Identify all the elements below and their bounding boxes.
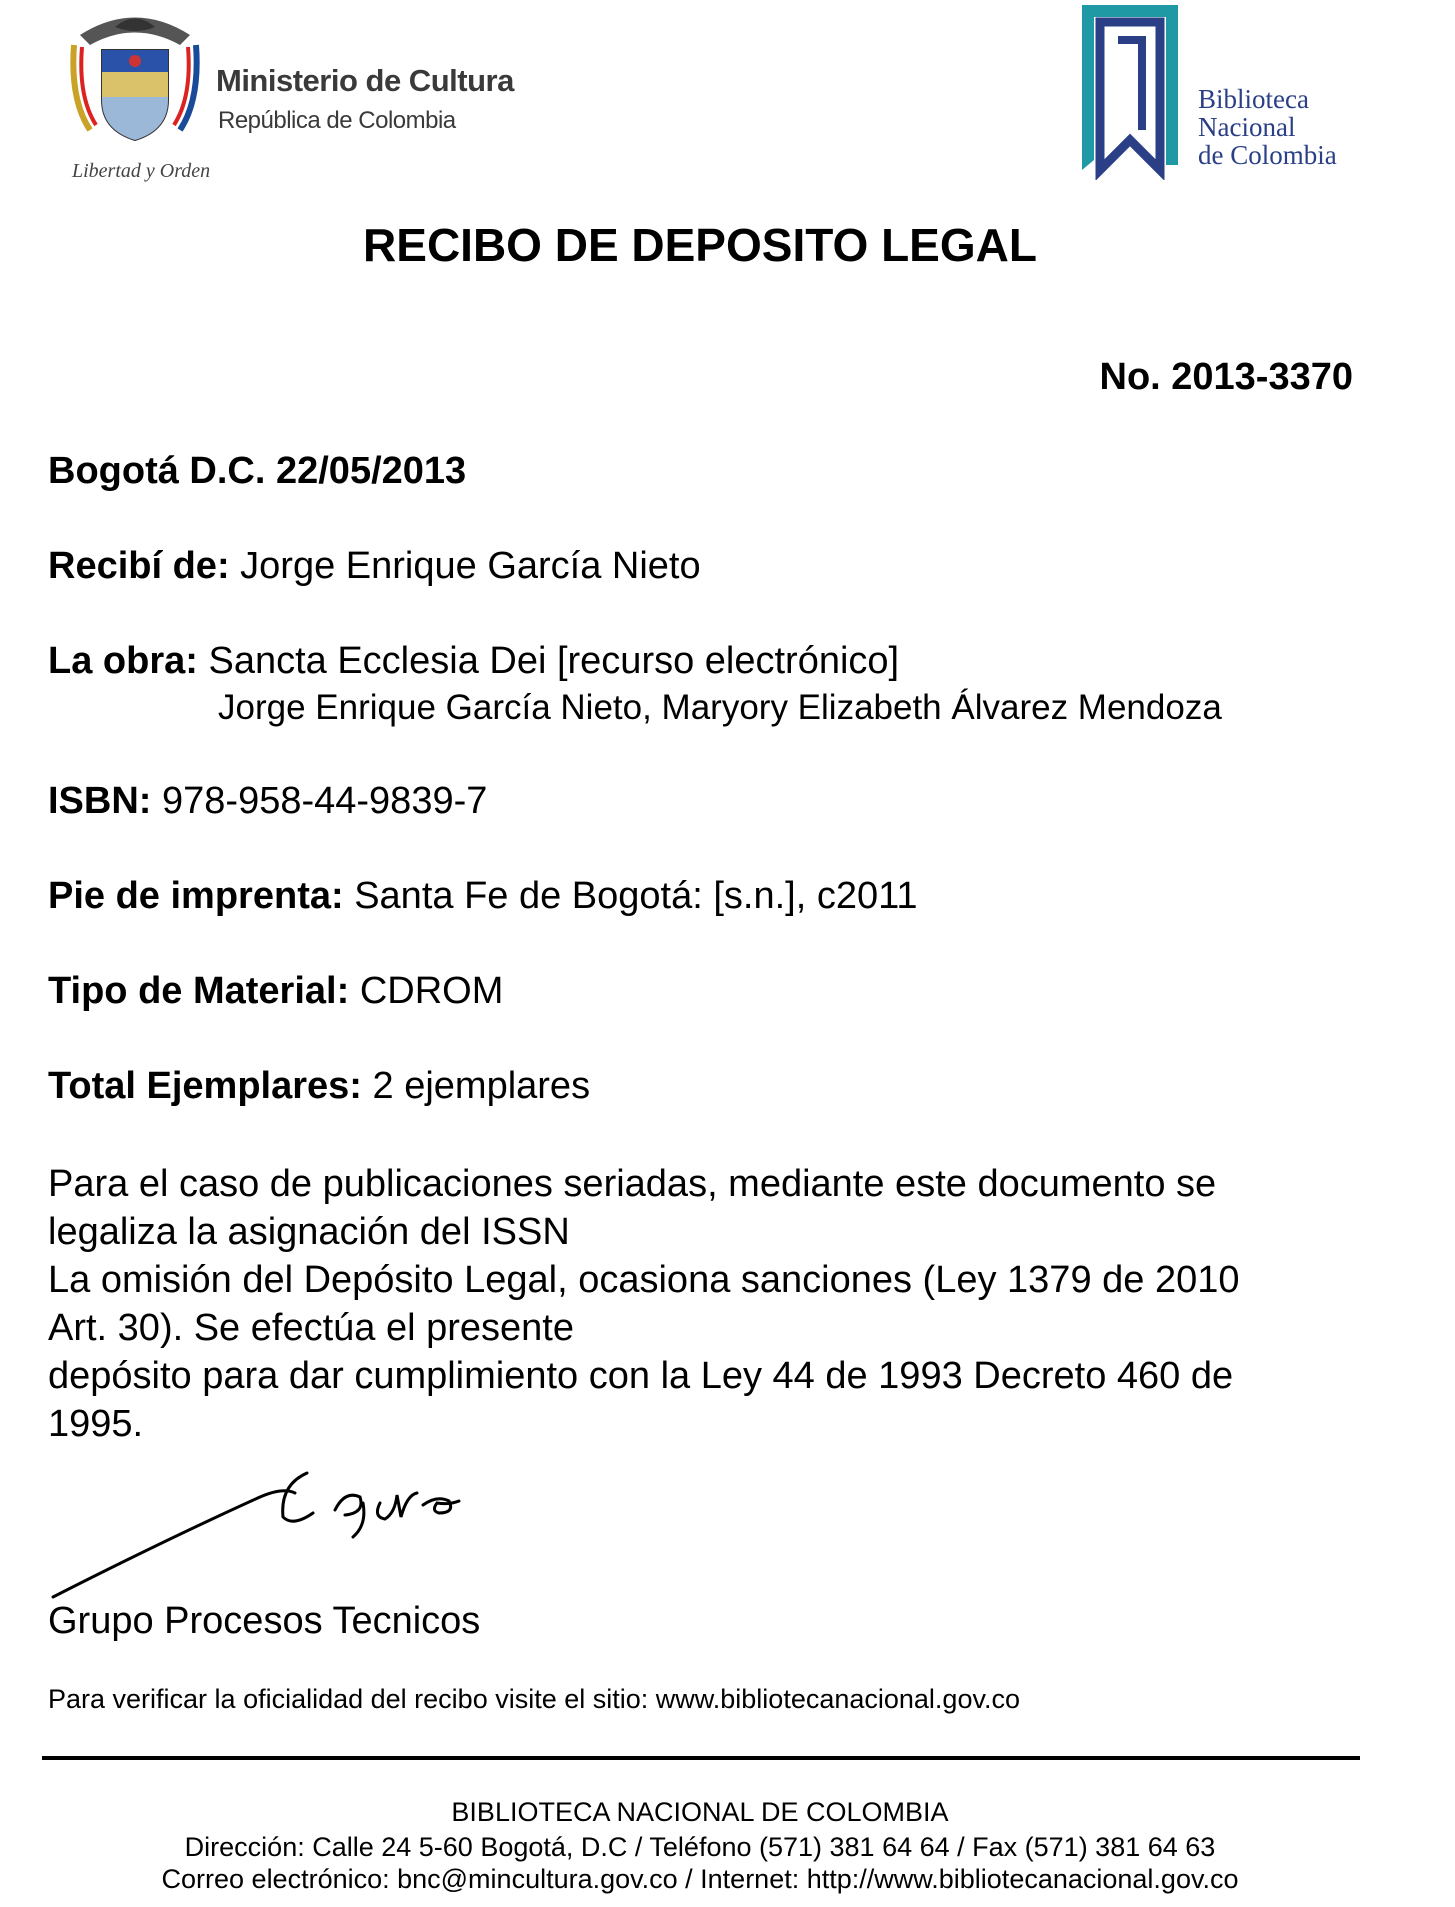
field-imprint (48, 875, 918, 918)
paragraph-line: 1995. (48, 1403, 144, 1445)
signatory: Grupo Procesos Tecnicos (48, 1600, 481, 1642)
field-value: 2 ejemplares (372, 1065, 591, 1107)
library-logo (1070, 0, 1390, 180)
footer-divider (42, 1756, 1360, 1760)
coat-of-arms-icon (60, 5, 210, 155)
field-label: Total Ejemplares: (48, 1065, 362, 1107)
field-label: Tipo de Material: (48, 970, 350, 1012)
library-logo-line: de Colombia (1198, 140, 1337, 170)
field-value: Sancta Ecclesia Dei [recurso electrónico] (208, 640, 900, 682)
field-label: ISBN: (48, 780, 152, 822)
legal-paragraph (48, 1160, 1368, 1448)
footer-institution: BIBLIOTECA NACIONAL DE COLOMBIA (451, 1797, 949, 1827)
receipt-number: No. 2013-3370 (1099, 356, 1353, 398)
field-material-type (48, 970, 503, 1013)
footer-contact: Correo electrónico: bnc@mincultura.gov.co / Internet: http://www.bibliotecanacional.gov.co (161, 1864, 1239, 1894)
document-title: RECIBO DE DEPOSITO LEGAL (363, 219, 1037, 271)
library-mark-icon (1070, 0, 1190, 180)
field-label: La obra: (48, 640, 198, 682)
library-logo-line: Biblioteca (1198, 84, 1309, 114)
verify-note: Para verificar la oficialidad del recibo visite el sitio: www.bibliotecanacional.gov.co (48, 1684, 1020, 1714)
ministry-motto: Libertad y Orden (72, 160, 211, 182)
field-total-copies (48, 1065, 590, 1108)
field-label: Pie de imprenta: (48, 875, 344, 917)
library-logo-line: Nacional (1198, 112, 1296, 142)
field-label: Recibí de: (48, 545, 230, 587)
paragraph-line: legaliza la asignación del ISSN (48, 1211, 570, 1253)
ministry-logo (60, 5, 520, 185)
paragraph-line: depósito para dar cumplimiento con la Ley 44 de 1993 Decreto 460 de (48, 1355, 1234, 1397)
field-received-from (48, 545, 701, 588)
ministry-subtitle: República de Colombia (218, 107, 456, 134)
field-value: Jorge Enrique García Nieto (240, 545, 701, 587)
field-value: Santa Fe de Bogotá: [s.n.], c2011 (354, 875, 918, 917)
footer-address: Dirección: Calle 24 5-60 Bogotá, D.C / Teléfono (571) 381 64 64 / Fax (571) 381 64 63 (184, 1832, 1216, 1862)
field-value: 978-958-44-9839-7 (162, 780, 488, 822)
signature (45, 1465, 485, 1615)
field-work-authors: Jorge Enrique García Nieto, Maryory Elizabeth Álvarez Mendoza (218, 688, 1222, 727)
ministry-name: Ministerio de Cultura (216, 63, 514, 98)
field-value: CDROM (359, 970, 504, 1012)
paragraph-line: Para el caso de publicaciones seriadas, mediante este documento se (48, 1163, 1217, 1205)
place-date: Bogotá D.C. 22/05/2013 (48, 450, 467, 492)
paragraph-line: La omisión del Depósito Legal, ocasiona sanciones (Ley 1379 de 2010 (48, 1259, 1240, 1301)
paragraph-line: Art. 30). Se efectúa el presente (48, 1307, 574, 1349)
field-work (48, 640, 899, 683)
field-isbn (48, 780, 487, 823)
